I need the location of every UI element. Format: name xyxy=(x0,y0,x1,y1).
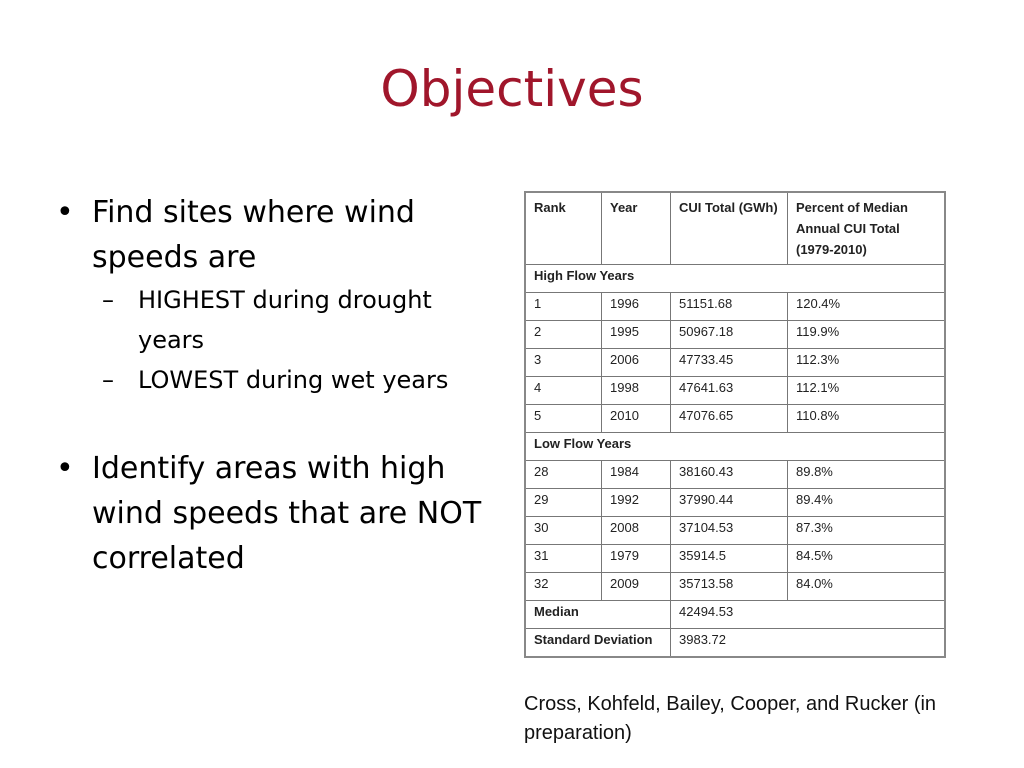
table-cell: 2 xyxy=(525,321,602,349)
table-row xyxy=(525,321,945,349)
table-cell: 28 xyxy=(525,461,602,489)
header-cell: Rank xyxy=(525,192,602,265)
cui-table-container xyxy=(524,191,946,658)
table-cell: 110.8% xyxy=(788,405,946,433)
table-row xyxy=(525,405,945,433)
table-cell: 31 xyxy=(525,545,602,573)
table-cell: 37104.53 xyxy=(671,517,788,545)
sub-bullet-text: HIGHEST during drought years xyxy=(138,286,432,354)
table-cell: 50967.18 xyxy=(671,321,788,349)
table-cell: 30 xyxy=(525,517,602,545)
bullet-dot-icon: • xyxy=(56,195,74,230)
table-row xyxy=(525,489,945,517)
median-value: 42494.53 xyxy=(671,601,946,629)
dash-icon: – xyxy=(102,286,114,314)
citation-text: Cross, Kohfeld, Bailey, Cooper, and Rucker (in preparation) xyxy=(524,693,937,744)
table-cell: 51151.68 xyxy=(671,293,788,321)
bullet-list xyxy=(56,190,486,581)
table-cell: 1995 xyxy=(602,321,671,349)
table-cell: 1992 xyxy=(602,489,671,517)
table-row xyxy=(525,377,945,405)
table-cell: 1984 xyxy=(602,461,671,489)
bullet-dot-icon: • xyxy=(56,451,74,486)
table-row xyxy=(525,517,945,545)
section-row xyxy=(525,433,945,461)
table-cell: 32 xyxy=(525,573,602,601)
table-cell: 35914.5 xyxy=(671,545,788,573)
std-dev-label: Standard Deviation xyxy=(525,629,671,658)
section-label: Low Flow Years xyxy=(525,433,945,461)
table-row xyxy=(525,545,945,573)
bullet-text: Find sites where wind speeds are xyxy=(92,195,415,275)
table-row xyxy=(525,349,945,377)
table-row xyxy=(525,573,945,601)
table-cell: 84.0% xyxy=(788,573,946,601)
table-cell: 37990.44 xyxy=(671,489,788,517)
sub-bullet-item xyxy=(102,360,486,400)
table-cell: 3 xyxy=(525,349,602,377)
table-cell: 89.8% xyxy=(788,461,946,489)
table-cell: 47733.45 xyxy=(671,349,788,377)
table-cell: 35713.58 xyxy=(671,573,788,601)
table-cell: 1996 xyxy=(602,293,671,321)
sub-bullet-text: LOWEST during wet years xyxy=(138,366,449,394)
section-label: High Flow Years xyxy=(525,265,945,293)
table-cell: 120.4% xyxy=(788,293,946,321)
table-cell: 29 xyxy=(525,489,602,517)
table-cell: 87.3% xyxy=(788,517,946,545)
table-cell: 5 xyxy=(525,405,602,433)
table-cell: 1979 xyxy=(602,545,671,573)
std-dev-value: 3983.72 xyxy=(671,629,946,658)
table-cell: 2006 xyxy=(602,349,671,377)
table-cell: 1998 xyxy=(602,377,671,405)
table-row xyxy=(525,461,945,489)
table-row xyxy=(525,293,945,321)
table-cell: 2008 xyxy=(602,517,671,545)
table-header-row xyxy=(525,192,945,265)
bullet-item xyxy=(56,446,486,581)
std-dev-row xyxy=(525,629,945,658)
table-cell: 47641.63 xyxy=(671,377,788,405)
bullet-text: Identify areas with high wind speeds that are NOT correlated xyxy=(92,451,482,576)
table-cell: 47076.65 xyxy=(671,405,788,433)
sub-bullet-item xyxy=(102,280,486,360)
table-cell: 2009 xyxy=(602,573,671,601)
header-cell: Year xyxy=(602,192,671,265)
cui-table xyxy=(524,191,946,658)
median-row xyxy=(525,601,945,629)
table-cell: 38160.43 xyxy=(671,461,788,489)
dash-icon: – xyxy=(102,366,114,394)
table-cell: 4 xyxy=(525,377,602,405)
table-cell: 2010 xyxy=(602,405,671,433)
table-cell: 112.1% xyxy=(788,377,946,405)
header-cell: Percent of Median Annual CUI Total (1979-2010) xyxy=(788,192,946,265)
header-cell: CUI Total (GWh) xyxy=(671,192,788,265)
median-label: Median xyxy=(525,601,671,629)
table-cell: 84.5% xyxy=(788,545,946,573)
table-cell: 89.4% xyxy=(788,489,946,517)
table-cell: 1 xyxy=(525,293,602,321)
slide-title: Objectives xyxy=(380,60,644,118)
section-row xyxy=(525,265,945,293)
bullet-item xyxy=(56,190,486,280)
table-cell: 112.3% xyxy=(788,349,946,377)
table-cell: 119.9% xyxy=(788,321,946,349)
